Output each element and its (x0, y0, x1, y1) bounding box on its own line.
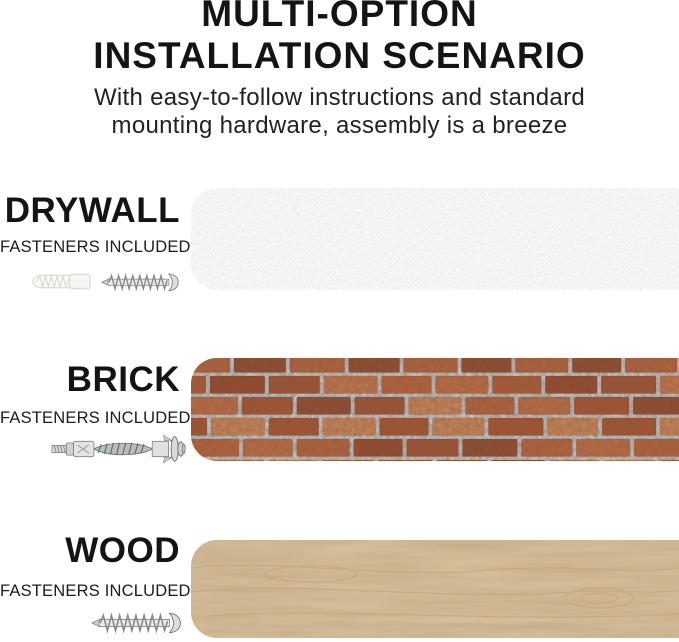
fasteners-note-drywall: FASTENERS INCLUDED (0, 238, 191, 256)
brick-texture-strip (191, 358, 679, 461)
brick-fasteners-image (50, 428, 188, 470)
screw-icon (102, 274, 178, 291)
subtitle-line-1: With easy-to-follow instructions and standard (93, 84, 586, 111)
wood-texture-strip (191, 540, 679, 638)
material-label-drywall: DRYWALL (4, 191, 180, 230)
brick-fasteners (50, 428, 188, 470)
drywall-fasteners-image (28, 263, 186, 301)
hollow-wall-anchor-icon (52, 435, 185, 463)
brick-texture (191, 358, 679, 461)
wood-texture (191, 540, 679, 638)
title-line-2: INSTALLATION SCENARIO (93, 35, 586, 76)
drywall-fasteners (28, 263, 186, 301)
fasteners-note-wood: FASTENERS INCLUDED (0, 582, 191, 600)
plastic-wall-anchor-icon (33, 274, 90, 289)
drywall-texture (191, 188, 679, 290)
material-label-brick: BRICK (66, 360, 180, 399)
page-subtitle (0, 84, 679, 140)
fasteners-note-brick: FASTENERS INCLUDED (0, 409, 191, 427)
material-label-wood: WOOD (65, 531, 180, 570)
drywall-texture-strip (191, 188, 679, 290)
wood-fasteners-image (90, 606, 187, 640)
title-line-1: MULTI-OPTION (201, 0, 478, 34)
wood-fasteners (90, 606, 187, 640)
page-title (0, 0, 679, 77)
subtitle-line-2: mounting hardware, assembly is a breeze (111, 112, 568, 139)
screw-icon (92, 613, 180, 632)
